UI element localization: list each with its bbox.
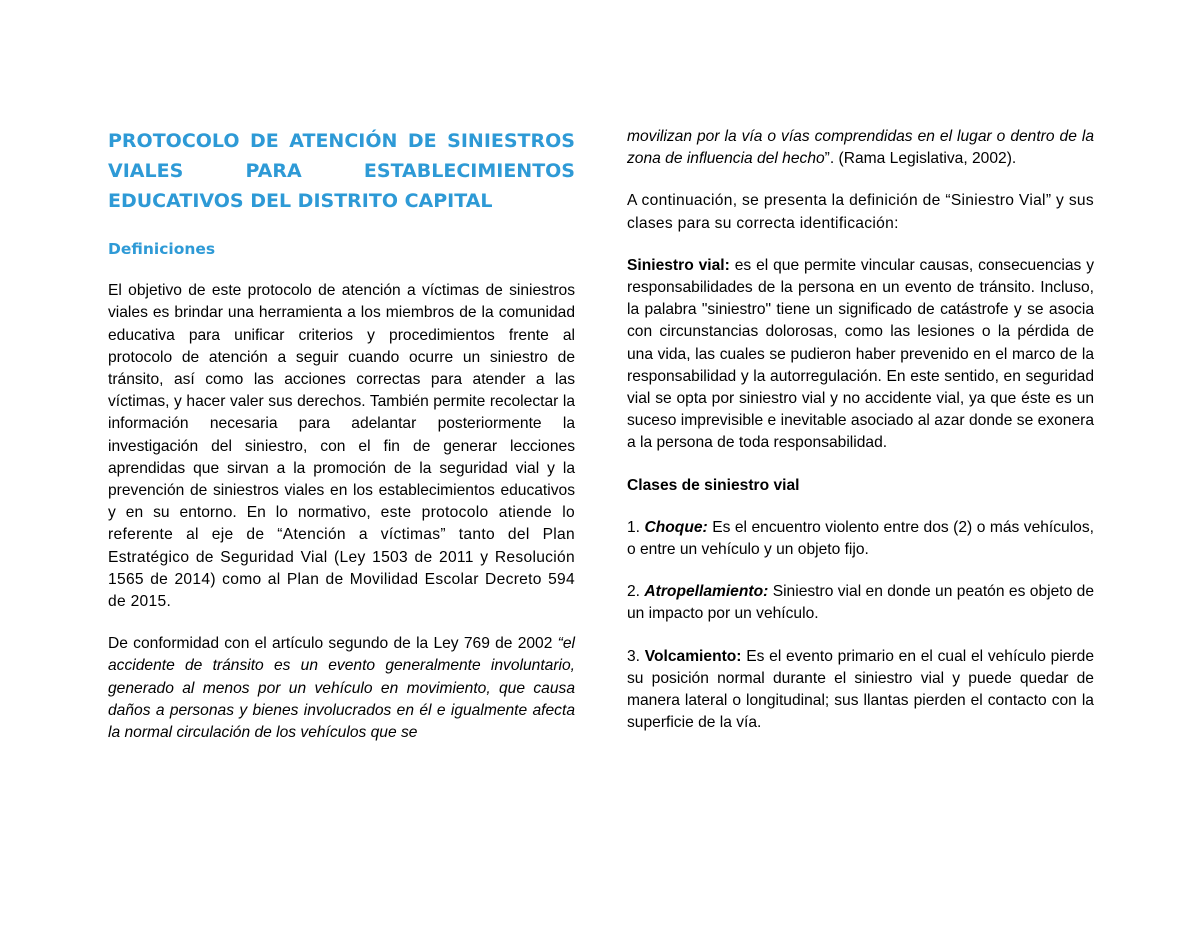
left-column (108, 126, 575, 764)
paragraph-definition (627, 255, 1094, 455)
list-item-text: Es el evento primario en el cual el vehículo pierde su posición normal durante el siniestro vial y puede quedar de manera lateral o longitudinal; sus llantas pierden el contacto con la superficie de la vía. (627, 647, 1094, 732)
definition-term: Siniestro vial: (627, 256, 730, 274)
classes-heading: Clases de siniestro vial (627, 476, 800, 494)
list-item-text: Siniestro vial en donde un peatón es objeto de un impacto por un vehículo. (627, 583, 1094, 623)
paragraph-quote-continuation (627, 126, 1094, 170)
list-item-number: 1. (627, 518, 645, 536)
list-item (627, 646, 1094, 735)
list-item-term: Choque: (644, 518, 708, 536)
paragraph-objective-normative: este protocolo atiende lo referente al eje de “Atención a víctimas” tanto del Plan Estratégico de Seguridad Vial (Ley 1503 de 2011 y Resolución 1565 de 2014) como al Plan de Movilidad Escolar Decreto 594 de 2015. (108, 504, 575, 611)
list-item-term: Atropellamiento: (644, 583, 769, 601)
list-item-number: 2. (627, 583, 645, 601)
paragraph-law-definition (108, 633, 575, 744)
list-item (627, 581, 1094, 625)
law-intro-text: De conformidad con el artículo segundo de la Ley 769 de 2002 (108, 635, 553, 653)
right-column (627, 126, 1094, 754)
paragraph-objective-text: El objetivo de este protocolo de atención a víctimas de siniestros viales es brindar una herramienta a los miembros de la comunidad educativa para unificar criterios y procedimientos frente al protocolo de atención a seguir cuando ocurre un siniestro de tránsito, así como las acciones correctas para atender a las víctimas, y hacer valer sus derechos. También permite recolectar la información necesaria para adelantar posteriormente la investigación del siniestro, con el fin de generar lecciones aprendidas que sirvan a la promoción de la seguridad vial y la prevención de siniestros viales en los establecimientos educativos y en su entorno. En lo normativo, (108, 282, 575, 522)
list-item-term: Volcamiento: (644, 647, 742, 665)
list-item (627, 517, 1094, 561)
paragraph-intro: A continuación, se presenta la definición de “Siniestro Vial” y sus clases para su correcta identificación: (627, 192, 1094, 232)
law-quote-text: “el accidente de tránsito es un evento generalmente involuntario, generado al menos por un vehículo en movimiento, que causa daños a personas y bienes involucrados en él e igualmente afecta la normal circulación de los vehículos que se (108, 635, 575, 742)
paragraph-objective (108, 280, 575, 613)
section-heading-definiciones: Definiciones (108, 240, 216, 258)
definition-text: es el que permite vincular causas, consecuencias y responsabilidades de la persona en un evento de tránsito. Incluso, la palabra "siniestro" tiene un significado de catástrofe y se asocia con circunstancias dolorosas, como las lesiones o la pérdida de una vida, las cuales se pudieron haber prevenido en el marco de la responsabilidad y la autorregulación. En este sentido, en seguridad vial se opta por siniestro vial y no accidente vial, ya que éste es un suceso imprevisible e inevitable asociado al azar donde se exonera a la persona de toda responsabilidad. (627, 256, 1094, 452)
document-title: PROTOCOLO DE ATENCIÓN DE SINIESTROS VIALES PARA ESTABLECIMIENTOS EDUCATIVOS DEL DISTRITO CAPITAL (108, 130, 575, 212)
list-item-number: 3. (627, 647, 645, 665)
law-quote-reference: ”. (Rama Legislativa, 2002). (824, 150, 1017, 168)
list-item-text: Es el encuentro violento entre dos (2) o más vehículos, o entre un vehículo y un objeto fijo. (627, 518, 1094, 559)
law-quote-continuation: movilizan por la vía o vías comprendidas en el lugar o dentro de la zona de influencia del hecho (627, 128, 1094, 168)
